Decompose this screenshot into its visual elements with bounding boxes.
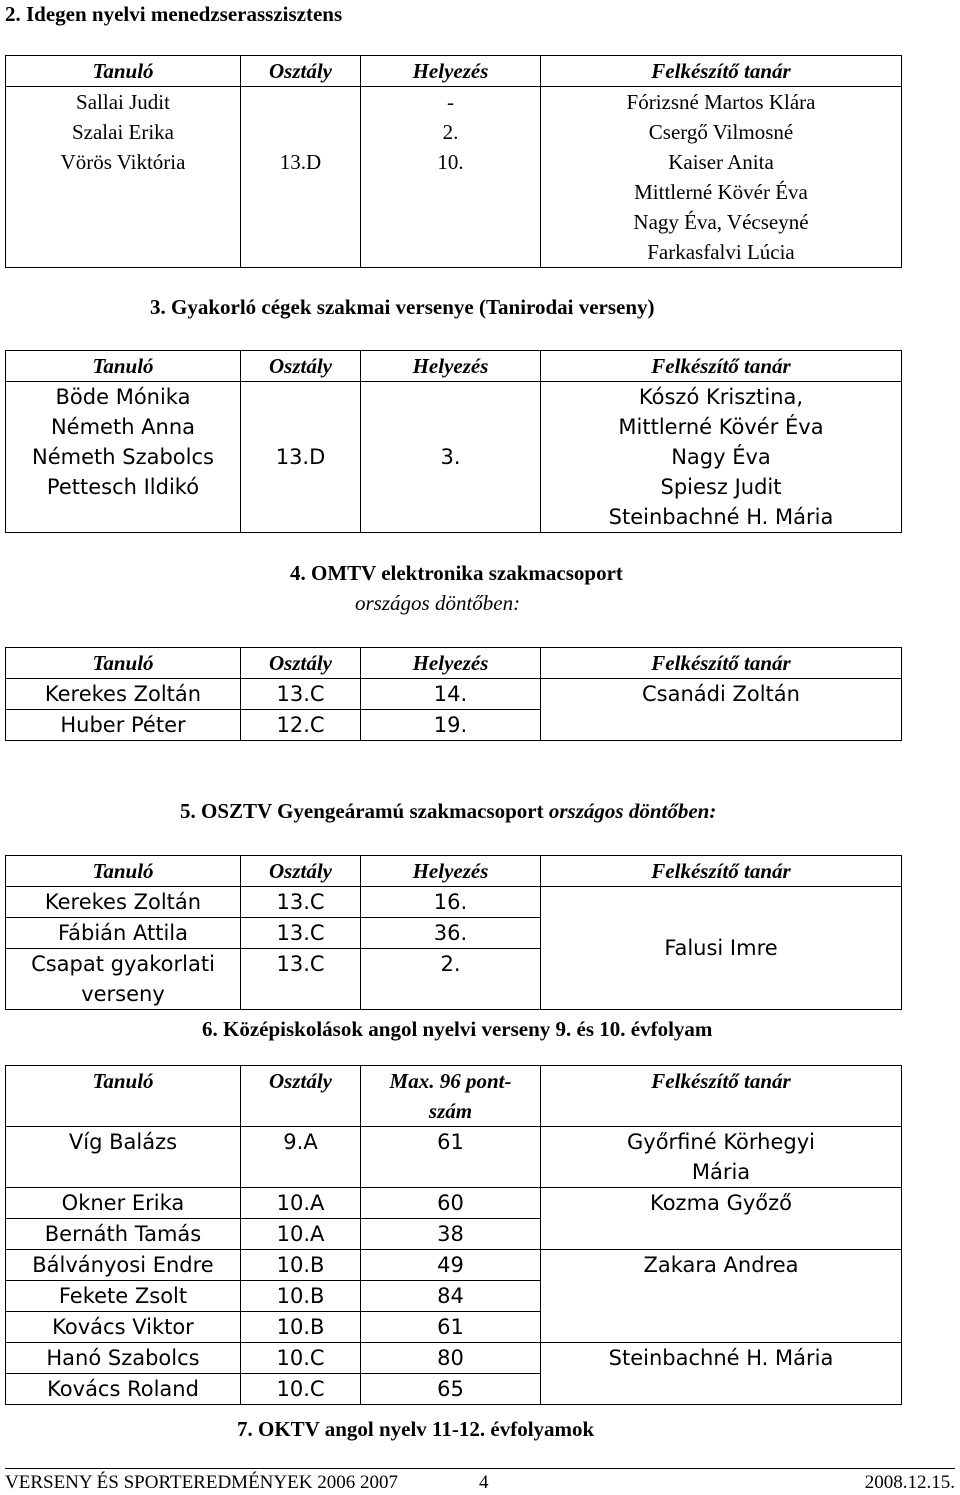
table-row	[6, 1188, 902, 1219]
teacher: Kószó Krisztina,	[638, 385, 804, 409]
teachers-cell	[541, 382, 902, 533]
class: 9.A	[241, 1127, 361, 1188]
student: Bernáth Tamás	[6, 1219, 241, 1250]
header-helyezes: Helyezés	[361, 351, 541, 382]
student: Kovács Viktor	[6, 1312, 241, 1343]
class: 12.C	[241, 710, 361, 741]
header-osztaly: Osztály	[241, 648, 361, 679]
header-osztaly: Osztály	[241, 56, 361, 87]
students-cell	[6, 382, 241, 533]
teacher	[541, 1127, 902, 1188]
section3-table	[5, 350, 902, 533]
student: Sallai Judit	[76, 90, 170, 114]
page-footer	[5, 1468, 955, 1493]
header-osztaly: Osztály	[241, 1066, 361, 1127]
place: 19.	[361, 710, 541, 741]
header-felkeszito: Felkészítő tanár	[541, 351, 902, 382]
place: 10.	[437, 150, 464, 174]
header-helyezes: Helyezés	[361, 56, 541, 87]
table-header-row	[6, 56, 902, 87]
section5-heading-text: 5. OSZTV Gyengeáramú szakmacsoport	[180, 799, 544, 823]
section5-heading	[180, 799, 716, 824]
teacher: Steinbachné H. Mária	[608, 505, 834, 529]
header-max-score	[361, 1066, 541, 1127]
section2-heading: 2. Idegen nyelvi menedzserasszisztens	[5, 2, 343, 26]
place: -	[447, 90, 454, 114]
teachers-cell	[541, 87, 902, 268]
place: 16.	[361, 887, 541, 918]
teacher: Falusi Imre	[541, 887, 902, 1010]
class: 13.C	[241, 918, 361, 949]
class: 10.C	[241, 1343, 361, 1374]
header-osztaly: Osztály	[241, 856, 361, 887]
student: Huber Péter	[6, 710, 241, 741]
score: 49	[361, 1250, 541, 1281]
teacher: Mittlerné Kövér Éva	[634, 180, 808, 204]
score: 65	[361, 1374, 541, 1405]
place-cell: 3.	[361, 382, 541, 533]
header-tanulo: Tanuló	[6, 1066, 241, 1127]
class: 10.A	[241, 1188, 361, 1219]
place: 2.	[361, 949, 541, 1010]
student: Vörös Viktória	[60, 150, 186, 174]
header-felkeszito: Felkészítő tanár	[541, 856, 902, 887]
teacher: Kaiser Anita	[668, 150, 774, 174]
section4-subheading: országos döntőben:	[355, 591, 521, 615]
section5-table	[5, 855, 902, 1010]
places-cell	[361, 87, 541, 268]
table-header-row	[6, 856, 902, 887]
teacher-line: Győrfiné Körhegyi	[627, 1130, 815, 1154]
footer-page-number: 4	[479, 1472, 489, 1493]
table-header-row	[6, 648, 902, 679]
teacher-line: Mária	[691, 1160, 751, 1184]
header-helyezes: Helyezés	[361, 648, 541, 679]
header-tanulo: Tanuló	[6, 56, 241, 87]
header-felkeszito: Felkészítő tanár	[541, 56, 902, 87]
student: Bálványosi Endre	[6, 1250, 241, 1281]
teacher: Nagy Éva, Vécseyné	[633, 210, 809, 234]
score: 84	[361, 1281, 541, 1312]
footer-title: VERSENY ÉS SPORTEREDMÉNYEK 2006 2007	[5, 1472, 398, 1493]
student: Kerekes Zoltán	[6, 887, 241, 918]
class: 10.B	[241, 1281, 361, 1312]
teacher: Kozma Győző	[541, 1188, 902, 1250]
table-header-row	[6, 351, 902, 382]
teacher: Fórizsné Martos Klára	[626, 90, 816, 114]
header-max-score-line2: szám	[428, 1099, 473, 1123]
table-row	[6, 679, 902, 710]
score: 61	[361, 1312, 541, 1343]
section3-heading: 3. Gyakorló cégek szakmai versenye (Tanirodai verseny)	[150, 295, 655, 319]
teacher: Csanádi Zoltán	[541, 679, 902, 741]
section6-heading: 6. Középiskolások angol nyelvi verseny 9. és 10. évfolyam	[202, 1017, 713, 1041]
section5-heading-italic: országos döntőben:	[548, 799, 717, 823]
teacher: Mittlerné Kövér Éva	[618, 415, 824, 439]
class: 13.C	[241, 949, 361, 1010]
place: 14.	[361, 679, 541, 710]
place: 2.	[442, 120, 459, 144]
class-cell: 13.D	[241, 87, 361, 268]
score: 60	[361, 1188, 541, 1219]
class: 13.C	[241, 679, 361, 710]
table-row	[6, 1127, 902, 1188]
student: Kerekes Zoltán	[6, 679, 241, 710]
student: Csapat gyakorlati verseny	[6, 949, 241, 1010]
table-row	[6, 887, 902, 918]
table-header-row	[6, 1066, 902, 1127]
footer-date: 2008.12.15.	[864, 1472, 955, 1493]
section4-heading: 4. OMTV elektronika szakmacsoport	[290, 561, 623, 585]
student: Németh Anna	[50, 415, 196, 439]
teacher: Csergő Vilmosné	[648, 120, 794, 144]
student: Kovács Roland	[6, 1374, 241, 1405]
student: Fekete Zsolt	[6, 1281, 241, 1312]
student: Németh Szabolcs	[32, 445, 214, 469]
class: 10.C	[241, 1374, 361, 1405]
table-row	[6, 87, 902, 268]
teacher: Steinbachné H. Mária	[541, 1343, 902, 1405]
section7-heading: 7. OKTV angol nyelv 11-12. évfolyamok	[237, 1417, 595, 1441]
score: 61	[361, 1127, 541, 1188]
class-cell: 13.D	[241, 382, 361, 533]
header-osztaly: Osztály	[241, 351, 361, 382]
student: Pettesch Ildikó	[46, 475, 200, 499]
class: 10.A	[241, 1219, 361, 1250]
place: 36.	[361, 918, 541, 949]
header-tanulo: Tanuló	[6, 351, 241, 382]
teacher: Zakara Andrea	[541, 1250, 902, 1343]
student: Böde Mónika	[55, 385, 191, 409]
class: 13.C	[241, 887, 361, 918]
student: Szalai Erika	[71, 120, 175, 144]
header-felkeszito: Felkészítő tanár	[541, 648, 902, 679]
teacher: Farkasfalvi Lúcia	[647, 240, 795, 264]
section6-table	[5, 1065, 902, 1405]
students-cell	[6, 87, 241, 268]
header-helyezes: Helyezés	[361, 856, 541, 887]
student: Okner Erika	[6, 1188, 241, 1219]
class: 10.B	[241, 1250, 361, 1281]
header-max-score-line1: Max. 96 pont-	[389, 1069, 512, 1093]
teacher: Spiesz Judit	[660, 475, 782, 499]
table-row	[6, 382, 902, 533]
header-tanulo: Tanuló	[6, 856, 241, 887]
section4-table	[5, 647, 902, 741]
table-row	[6, 1250, 902, 1281]
header-felkeszito: Felkészítő tanár	[541, 1066, 902, 1127]
class: 10.B	[241, 1312, 361, 1343]
score: 80	[361, 1343, 541, 1374]
teacher: Nagy Éva	[671, 445, 771, 469]
student: Fábián Attila	[6, 918, 241, 949]
section2-table	[5, 55, 902, 268]
student: Víg Balázs	[6, 1127, 241, 1188]
student: Hanó Szabolcs	[6, 1343, 241, 1374]
score: 38	[361, 1219, 541, 1250]
table-row	[6, 1343, 902, 1374]
header-tanulo: Tanuló	[6, 648, 241, 679]
